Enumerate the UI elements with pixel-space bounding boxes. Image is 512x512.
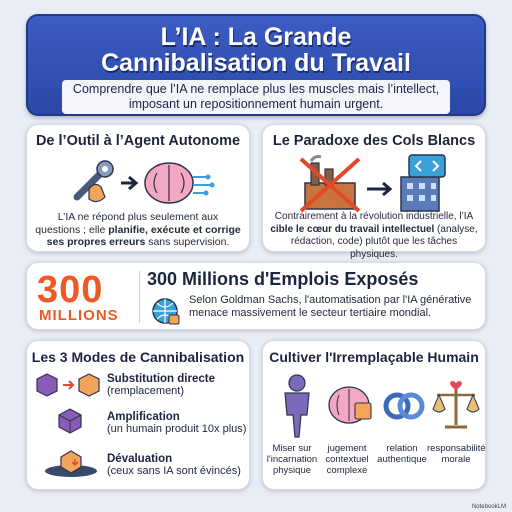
card-agent-text: L’IA ne répond plus seulement aux questions ; elle planifie, exécute et corrige ses propres erreurs sans supervision. <box>35 211 241 248</box>
card-irremplacable-humain <box>262 340 486 490</box>
interlocked-rings-icon <box>381 389 427 423</box>
skill-responsabilite: responsabilité morale <box>427 443 486 465</box>
stat-number: 300 <box>37 269 104 311</box>
office-building-icon <box>401 155 445 211</box>
box-icon <box>55 405 85 435</box>
mode-item-devaluation: Dévaluation (ceux sans IA sont évincés) <box>107 453 241 477</box>
page-title-line1: L’IA : La Grande <box>160 23 352 51</box>
card-title: Les 3 Modes de Cannibalisation <box>31 349 245 365</box>
card-paradox-text: Contrairement à la révolution industrielle, l’IA cible le cœur du travail intellectuel (analyse, rédaction, code) plutôt que les tâches physiques. <box>270 211 478 260</box>
card-title: De l’Outil à l’Agent Autonome <box>35 133 241 149</box>
wrench-icon <box>77 161 113 202</box>
person-icon <box>277 373 317 439</box>
divider <box>139 271 140 323</box>
skill-jugement: jugement contextuel complexe <box>325 443 369 476</box>
footer-brand: NotebookLM <box>471 504 506 510</box>
card-title: Le Paradoxe des Cols Blancs <box>272 133 476 149</box>
page-title-line2: Cannibalisation du Travail <box>101 49 411 77</box>
sinking-box-icon <box>41 445 101 479</box>
brain-puzzle-icon <box>325 381 377 431</box>
box-arrow-box-icon <box>33 369 103 399</box>
card-stat-emplois <box>26 262 486 330</box>
factory-crossed-office-code-icon <box>297 153 457 213</box>
stat-unit: MILLIONS <box>39 307 119 324</box>
card-modes-cannibalisation <box>26 340 250 490</box>
skill-incarnation: Miser sur l'incarnation physique <box>266 443 318 476</box>
skill-relation: relation authentique <box>377 443 427 465</box>
scale-heart-icon <box>429 379 483 433</box>
mode-item-substitution: Substitution directe (remplacement) <box>107 373 215 397</box>
card-title: Cultiver l'Irremplaçable Humain <box>269 349 479 365</box>
wrench-hand-brain-icon <box>69 155 219 211</box>
page-subtitle: Comprendre que l’IA ne remplace plus les muscles mais l’intellect, imposant un repositionnement humain urgent. <box>62 80 450 114</box>
mode-item-amplification: Amplification (un humain produit 10x plus) <box>107 411 247 435</box>
card-paradoxe-cols-blancs <box>262 124 486 260</box>
factory-icon <box>301 157 359 212</box>
card-agent-autonome <box>26 124 250 252</box>
arrow-right-icon <box>121 177 136 189</box>
stat-description: Selon Goldman Sachs, l'automatisation par l'IA générative menace massivement le secteur tertiaire mondial. <box>189 294 472 319</box>
globe-network-icon <box>149 295 181 327</box>
stat-title: 300 Millions d'Emplois Exposés <box>147 269 419 289</box>
arrow-right-icon <box>367 183 390 195</box>
header-banner <box>26 14 486 116</box>
brain-circuit-icon <box>145 163 215 203</box>
